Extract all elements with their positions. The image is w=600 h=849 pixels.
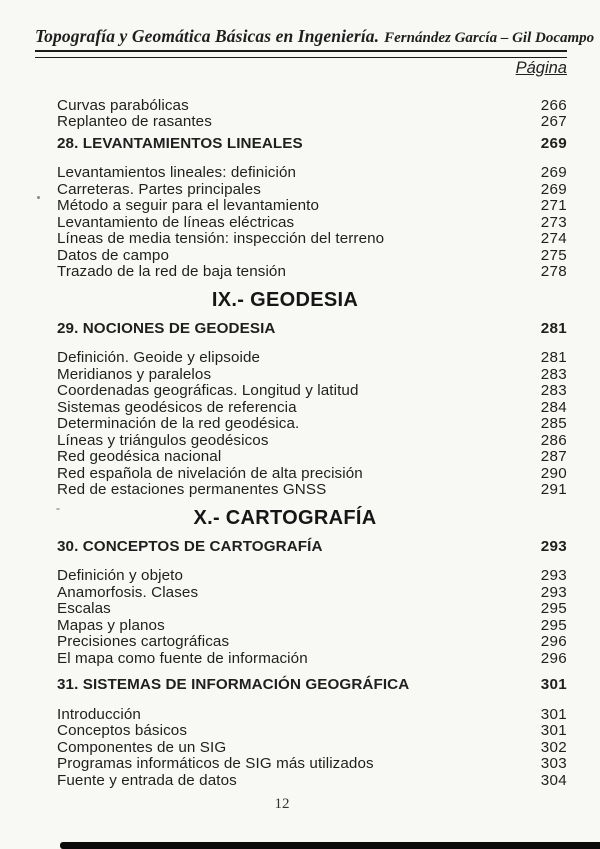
- toc-label: Método a seguir para el levantamiento: [57, 197, 320, 214]
- toc-label: Coordenadas geográficas. Longitud y latitud: [57, 382, 359, 399]
- running-head: [35, 26, 595, 48]
- part-heading: IX.- GEODESIA: [211, 288, 359, 311]
- part-heading: X.- CARTOGRAFÍA: [193, 506, 377, 529]
- toc-label: Sistemas geodésicos de referencia: [57, 398, 297, 416]
- toc-page-number: 269: [540, 180, 567, 198]
- toc-page-number: 278: [540, 263, 567, 280]
- toc-page-number: 290: [540, 464, 567, 482]
- toc-label: Meridianos y paralelos: [57, 365, 212, 383]
- folio-page-number: 12: [274, 796, 290, 812]
- book-authors: Fernández García – Gil Docampo: [384, 30, 595, 46]
- toc-page-number: 302: [540, 738, 567, 756]
- toc-chapter-row: [57, 136, 567, 153]
- toc-entry-row: [57, 585, 567, 602]
- toc-page-number: 296: [540, 649, 567, 667]
- toc-label: Definición. Geoide y elipsoide: [57, 349, 261, 366]
- toc-label: Red geodésica nacional: [57, 448, 222, 465]
- toc-label: Líneas de media tensión: inspección del terreno: [57, 230, 385, 247]
- toc-entry-row: [57, 350, 567, 367]
- toc-entry-row: [57, 756, 567, 773]
- toc-entry-row: [57, 231, 567, 248]
- toc-entry-row: [57, 367, 567, 384]
- toc-page-number: 285: [540, 415, 567, 432]
- toc-page-number: 295: [540, 600, 567, 617]
- header-double-rule: [35, 50, 567, 58]
- toc-page-number: 267: [540, 113, 567, 130]
- toc-label: Precisiones cartográficas: [57, 633, 230, 650]
- toc-page-number: 283: [540, 382, 567, 399]
- toc-entry-row: [57, 433, 567, 450]
- toc-entry-row: [57, 634, 567, 651]
- toc-page-number: 295: [540, 616, 567, 634]
- toc-label: Carreteras. Partes principales: [57, 180, 261, 198]
- toc-page-number: 281: [540, 349, 567, 366]
- toc-page-number: 271: [540, 197, 567, 214]
- toc-entry-row: [57, 264, 567, 281]
- toc-entry-row: [57, 482, 567, 499]
- toc-page-number: 283: [540, 365, 567, 383]
- toc-entry-row: [57, 198, 567, 215]
- toc-page-number: 303: [540, 755, 567, 772]
- toc-entry-row: [57, 618, 567, 635]
- toc-page-number: 301: [540, 722, 567, 739]
- toc-label: 29. NOCIONES DE GEODESIA: [57, 319, 276, 337]
- toc-entry-row: [57, 182, 567, 199]
- toc-page-number: 293: [540, 537, 567, 555]
- toc-chapter-row: [57, 321, 567, 338]
- toc-entry-row: [57, 723, 567, 740]
- toc-page-number: 293: [540, 567, 567, 584]
- scan-artifact-bar: [60, 842, 600, 849]
- toc-entry-row: [57, 383, 567, 400]
- toc-page-number: 281: [540, 319, 567, 337]
- toc-label: 31. SISTEMAS DE INFORMACIÓN GEOGRÁFICA: [57, 676, 410, 693]
- toc-page-number: 273: [540, 213, 567, 231]
- toc-page-number: 304: [540, 771, 567, 789]
- toc-page-number: 266: [540, 96, 567, 114]
- toc-entry-row: [57, 601, 567, 618]
- page-header: [35, 26, 595, 77]
- toc-entry-row: [57, 248, 567, 265]
- toc-chapter-row: [57, 539, 567, 556]
- toc-label: Red española de nivelación de alta precisión: [57, 464, 363, 482]
- toc-entry-row: [57, 651, 567, 668]
- scan-speck: [56, 508, 60, 510]
- toc-label: 28. LEVANTAMIENTOS LINEALES: [57, 134, 303, 152]
- toc-entry-row: [57, 773, 567, 790]
- toc-label: Líneas y triángulos geodésicos: [57, 431, 269, 449]
- toc-label: Trazado de la red de baja tensión: [57, 263, 287, 280]
- toc-entry-row: [57, 416, 567, 433]
- toc-page-number: 293: [540, 583, 567, 601]
- toc-label: Determinación de la red geodésica.: [57, 415, 300, 432]
- toc-label: Curvas parabólicas: [57, 96, 189, 114]
- toc-label: El mapa como fuente de información: [57, 649, 308, 667]
- toc-entry-row: [57, 449, 567, 466]
- toc-page-number: 301: [540, 705, 567, 723]
- toc-label: Anamorfosis. Clases: [57, 583, 199, 601]
- toc-entry-row: [57, 740, 567, 757]
- toc-label: Introducción: [57, 705, 141, 723]
- toc-page-number: 301: [540, 676, 567, 693]
- toc-entry-row: [57, 165, 567, 182]
- toc-body: [35, 98, 567, 790]
- toc-chapter-row: [57, 677, 567, 694]
- toc-page-number: 296: [540, 633, 567, 650]
- toc-page-number: 275: [540, 246, 567, 264]
- scan-speck: [37, 196, 40, 199]
- toc-label: Componentes de un SIG: [57, 738, 227, 756]
- toc-page-number: 274: [540, 230, 567, 247]
- toc-page-number: 286: [540, 431, 567, 449]
- book-title: Topografía y Geomática Básicas en Ingeniería.: [35, 26, 380, 46]
- toc-page-number: 269: [540, 134, 567, 152]
- toc-label: Programas informáticos de SIG más utilizados: [57, 755, 374, 772]
- toc-entry-row: [57, 114, 567, 131]
- toc-label: Replanteo de rasantes: [57, 113, 212, 130]
- toc-label: Datos de campo: [57, 246, 169, 264]
- toc-entry-row: [57, 400, 567, 417]
- toc-label: 30. CONCEPTOS DE CARTOGRAFÍA: [57, 537, 323, 555]
- toc-page-number: 284: [540, 398, 567, 416]
- toc-label: Levantamientos lineales: definición: [57, 164, 297, 181]
- toc-page-number: 287: [540, 448, 567, 465]
- toc-label: Definición y objeto: [57, 567, 184, 584]
- page-column-label: Página: [515, 58, 567, 77]
- toc-entry-row: [57, 98, 567, 115]
- toc-entry-row: [57, 466, 567, 483]
- toc-entry-row: [57, 215, 567, 232]
- toc-label: Conceptos básicos: [57, 722, 188, 739]
- toc-label: Fuente y entrada de datos: [57, 771, 237, 789]
- toc-entry-row: [57, 568, 567, 585]
- toc-label: Levantamiento de líneas eléctricas: [57, 213, 295, 231]
- toc-label: Mapas y planos: [57, 616, 165, 634]
- toc-page-number: 269: [540, 164, 567, 181]
- toc-label: Red de estaciones permanentes GNSS: [57, 481, 327, 498]
- toc-label: Escalas: [57, 600, 111, 617]
- toc-entry-row: [57, 707, 567, 724]
- toc-page-number: 291: [540, 481, 567, 498]
